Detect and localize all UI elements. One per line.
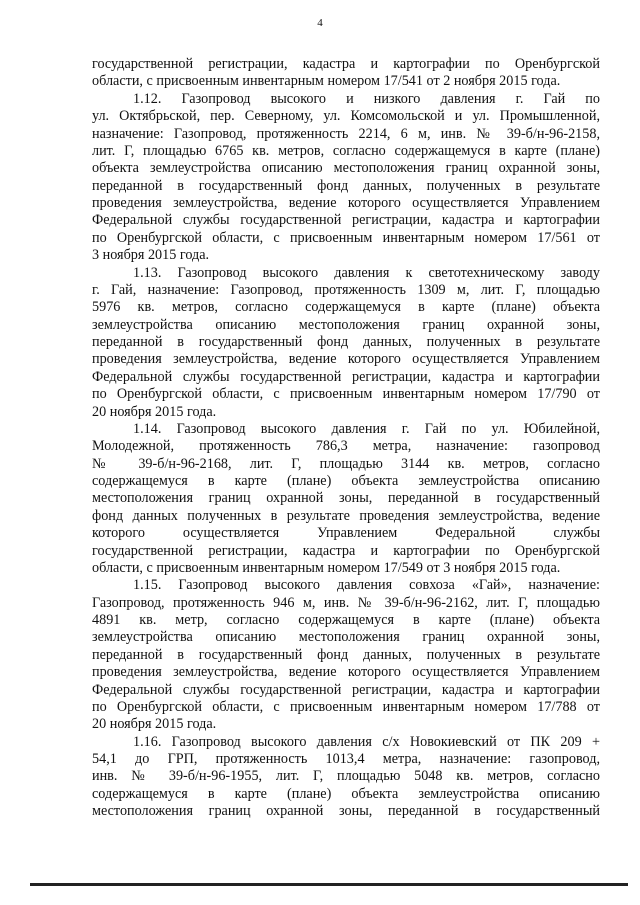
text-line: фонд данных полученных в результате проведения землеустройства, ведение bbox=[92, 507, 600, 524]
text-line: местоположения границ охранной зоны, переданной в государственный bbox=[92, 803, 600, 820]
text-line: г. Гай, назначение: Газопровод, протяженность 1309 м, лит. Г, площадью bbox=[92, 281, 600, 298]
text-line: Газопровод, протяженность 946 м, инв. № 39-б/н-96-2162, лит. Г, площадью bbox=[92, 594, 600, 611]
text-line: 20 ноября 2015 года. bbox=[92, 716, 217, 733]
text-line: переданной в государственный фонд данных, полученных в результате bbox=[92, 646, 600, 663]
text-line: Федеральной службы государственной регистрации, кадастра и картографии bbox=[92, 368, 600, 385]
text-line: области, с присвоенным инвентарным номером 17/541 от 2 ноября 2015 года. bbox=[92, 73, 561, 90]
text-line: 20 ноября 2015 года. bbox=[92, 403, 217, 420]
text-line: проведения землеустройства, ведение которого осуществляется Управлением bbox=[92, 351, 600, 368]
text-line: местоположения границ охранной зоны, переданной в государственный bbox=[92, 490, 600, 507]
text-line: по Оренбургской области, с присвоенным инвентарным номером 17/790 от bbox=[92, 386, 600, 403]
text-line: области, с присвоенным инвентарным номером 17/549 от 3 ноября 2015 года. bbox=[92, 559, 561, 576]
text-line: инв. № 39-б/н-96-1955, лит. Г, площадью 5048 кв. метров, согласно bbox=[92, 768, 600, 785]
text-line: Федеральной службы государственной регистрации, кадастра и картографии bbox=[92, 212, 600, 229]
text-line: которого осуществляется Управлением Федеральной службы bbox=[92, 525, 600, 542]
text-line: проведения землеустройства, ведение которого осуществляется Управлением bbox=[92, 195, 600, 211]
page-number: 4 bbox=[317, 17, 323, 29]
text-line: лит. Г, площадью 6765 кв. метров, согласно содержащемуся в карте (плане) bbox=[92, 142, 600, 159]
text-line: 5976 кв. метров, согласно содержащемуся в карте (плане) объекта bbox=[92, 299, 600, 316]
text-line: 54,1 до ГРП, протяженность 1013,4 метра, назначение: газопровод, bbox=[92, 751, 600, 767]
text-line: объекта землеустройства описанию местоположения границ охранной зоны, bbox=[92, 160, 600, 177]
text-line: Федеральной службы государственной регистрации, кадастра и картографии bbox=[92, 681, 600, 698]
text-line: землеустройства описанию местоположения границ охранной зоны, bbox=[92, 316, 600, 333]
text-line: землеустройства описанию местоположения границ охранной зоны, bbox=[92, 629, 600, 646]
text-line: переданной в государственный фонд данных, полученных в результате bbox=[92, 177, 600, 194]
text-line: по Оренбургской области, с присвоенным инвентарным номером 17/788 от bbox=[92, 698, 600, 715]
text-line: содержащемуся в карте (плане) объекта землеустройства описанию bbox=[92, 473, 600, 489]
text-line: государственной регистрации, кадастра и картографии по Оренбургской bbox=[92, 542, 600, 559]
paragraph-1-14-start: 1.14. Газопровод высокого давления г. Гай по ул. Юбилейной, bbox=[133, 420, 600, 437]
text-line: Молодежной, протяженность 786,3 метра, назначение: газопровод bbox=[92, 438, 600, 455]
text-line: содержащемуся в карте (плане) объекта землеустройства описанию bbox=[92, 785, 600, 802]
document-body bbox=[92, 56, 600, 821]
paragraph-1-16-start: 1.16. Газопровод высокого давления с/х Новокиевский от ПК 209 + bbox=[133, 733, 600, 750]
text-line: переданной в государственный фонд данных, полученных в результате bbox=[92, 334, 600, 350]
paragraph-1-15-start: 1.15. Газопровод высокого давления совхоза «Гай», назначение: bbox=[133, 577, 600, 594]
text-line: государственной регистрации, кадастра и картографии по Оренбургской bbox=[92, 56, 600, 72]
paragraph-1-12-start: 1.12. Газопровод высокого и низкого давления г. Гай по bbox=[133, 90, 600, 107]
paragraph-1-13-start: 1.13. Газопровод высокого давления к светотехническому заводу bbox=[133, 264, 600, 281]
text-line: № 39-б/н-96-2168, лит. Г, площадью 3144 кв. метров, согласно bbox=[92, 455, 600, 472]
text-line: по Оренбургской области, с присвоенным инвентарным номером 17/561 от bbox=[92, 229, 600, 246]
text-line: проведения землеустройства, ведение которого осуществляется Управлением bbox=[92, 664, 600, 681]
text-line: ул. Октябрьской, пер. Северному, ул. Комсомольской и ул. Промышленной, bbox=[92, 108, 600, 125]
text-line: назначение: Газопровод, протяженность 2214, 6 м, инв. № 39-б/н-96-2158, bbox=[92, 125, 600, 142]
text-line: 3 ноября 2015 года. bbox=[92, 247, 210, 264]
text-line: 4891 кв. метр, согласно содержащемуся в карте (плане) объекта bbox=[92, 612, 600, 628]
bottom-border-line bbox=[30, 883, 628, 886]
